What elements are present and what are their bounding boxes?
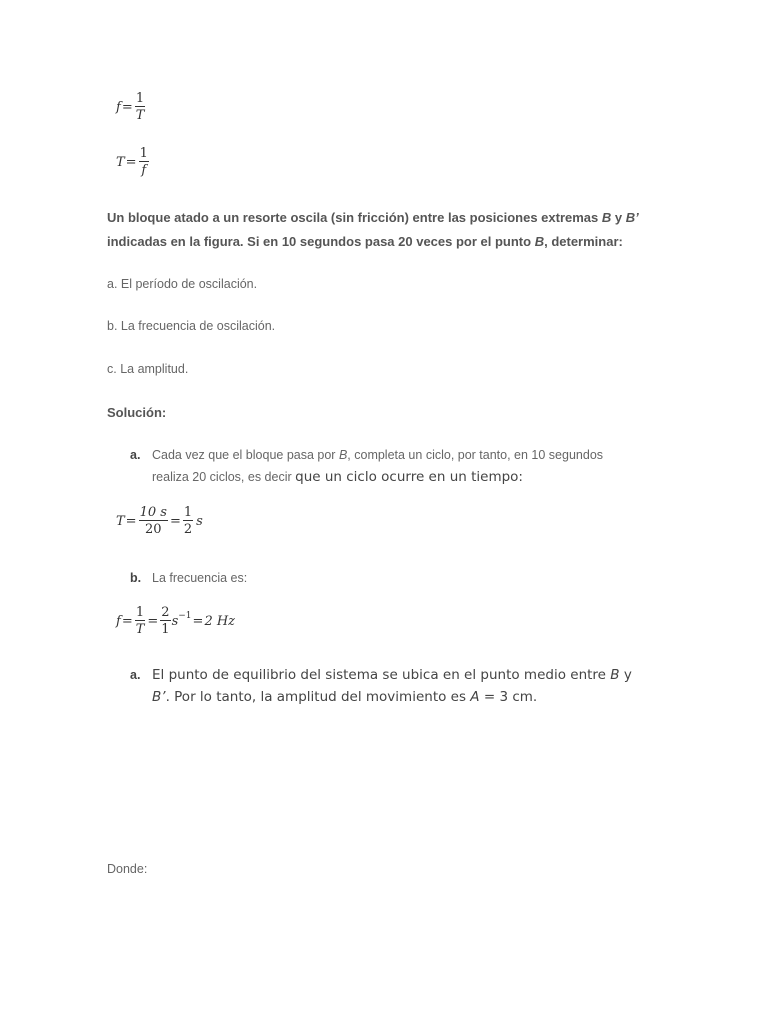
formula-frequency <box>116 92 146 122</box>
eq-period-num2: 1 <box>183 505 193 520</box>
step-amplitude-var-b: B <box>610 667 620 683</box>
formula-T-fraction <box>139 147 149 177</box>
step-b-marker: b. <box>130 571 142 585</box>
eq-freq-eq1: = <box>121 613 133 629</box>
question-c: c. La amplitud. <box>107 362 189 376</box>
question-a: a. El período de oscilación. <box>107 277 258 291</box>
problem-line2-var-b: B <box>534 234 545 249</box>
formula-f-den: T <box>135 108 145 123</box>
formula-T-den: f <box>141 163 147 178</box>
solution-step-a <box>130 444 650 488</box>
problem-var-b: B <box>601 210 612 225</box>
step-a-text1: Cada vez que el bloque pasa por <box>152 448 339 462</box>
step-b-text: La frecuencia es: <box>152 571 248 585</box>
donde-label: Donde: <box>107 862 148 876</box>
problem-line2-text: indicadas en la figura. Si en 10 segundos pasa 20 veces por el punto <box>107 234 535 249</box>
eq-period-eq1: = <box>125 513 137 529</box>
problem-var-b-prime: B’ <box>625 210 639 225</box>
eq-freq-eq3: = <box>192 613 204 629</box>
step-a-var-b: B <box>338 448 348 462</box>
eq-freq-lhs: f <box>116 613 121 629</box>
formula-f-num: 1 <box>135 91 145 106</box>
step-amplitude-marker: a. <box>130 668 141 682</box>
formula-period <box>116 147 150 177</box>
step-amplitude-text1: El punto de equilibrio del sistema se ubica en el punto medio entre <box>152 667 611 683</box>
problem-line1-text: Un bloque atado a un resorte oscila (sin fricción) entre las posiciones extremas <box>107 210 602 225</box>
eq-period-unit: s <box>196 513 203 529</box>
formula-T-num: 1 <box>139 146 148 161</box>
eq-period-eq2: = <box>169 513 181 529</box>
eq-freq-frac2 <box>160 606 170 636</box>
step-a-text2: realiza 20 ciclos, es decir <box>152 470 296 484</box>
step-amplitude-var-a: A <box>470 689 480 705</box>
step-amplitude-text2: . Por lo tanto, la amplitud del movimiento es <box>165 689 471 705</box>
eq-freq-s: s <box>171 613 179 629</box>
eq-freq-num1: 1 <box>135 605 145 620</box>
equation-period <box>116 506 203 536</box>
solution-step-b <box>130 567 247 589</box>
step-a-text <box>152 444 603 488</box>
solution-heading: Solución: <box>107 405 167 420</box>
eq-period-num1: 10 s <box>139 505 167 520</box>
formula-T-eq: = <box>125 154 137 170</box>
eq-freq-eq2: = <box>147 613 159 629</box>
problem-line2-end: , determinar: <box>544 234 623 249</box>
eq-period-frac2 <box>183 506 193 536</box>
problem-statement <box>107 206 667 254</box>
eq-period-lhs: T <box>116 513 125 529</box>
formula-T-lhs: T <box>116 154 125 170</box>
formula-f-lhs: f <box>116 99 121 115</box>
eq-freq-den1: T <box>135 622 145 637</box>
eq-freq-den2: 1 <box>161 622 170 637</box>
step-a-marker: a. <box>130 448 141 462</box>
eq-period-frac1 <box>139 506 168 536</box>
eq-freq-frac1 <box>135 606 146 636</box>
eq-freq-result: 2 Hz <box>204 613 236 629</box>
equation-frequency <box>116 606 235 636</box>
step-a-text1-end: , completa un ciclo, por tanto, en 10 segundos <box>347 448 604 462</box>
eq-period-den1: 20 <box>144 522 162 537</box>
problem-line-2 <box>107 230 667 254</box>
step-amplitude-text1-end: y <box>619 667 632 683</box>
formula-f-eq: = <box>121 99 133 115</box>
problem-line-1 <box>107 206 667 230</box>
eq-period-den2: 2 <box>183 522 193 537</box>
problem-line1-and: y <box>611 210 626 225</box>
eq-freq-exp: −1 <box>178 611 192 621</box>
step-amplitude-var-b-prime: B’ <box>152 689 166 705</box>
step-amplitude-text <box>152 664 632 708</box>
step-a-text2-large: que un ciclo ocurre en un tiempo: <box>295 469 523 485</box>
formula-f-fraction <box>135 92 146 122</box>
step-amplitude-text2-end: = 3 cm. <box>479 689 538 705</box>
solution-step-amplitude <box>130 664 660 708</box>
eq-freq-num2: 2 <box>161 605 170 620</box>
question-b: b. La frecuencia de oscilación. <box>107 319 276 333</box>
